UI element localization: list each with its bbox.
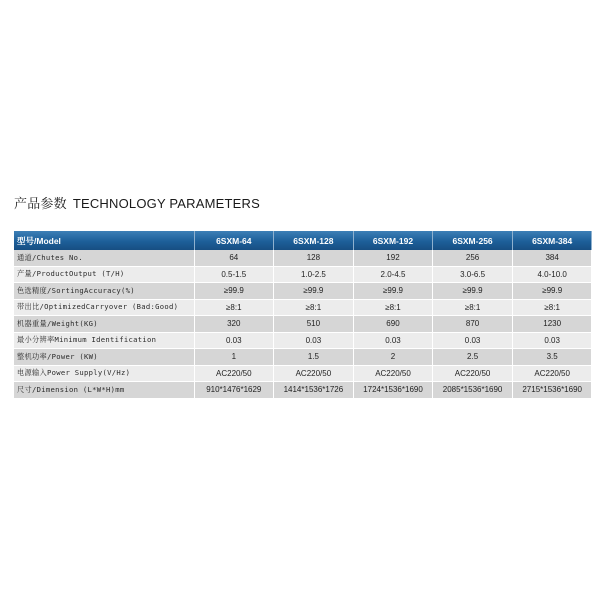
row-label: 带出比/OptimizedCarryover (Bad:Good) [14,299,194,316]
table-cell: 0.5-1.5 [194,266,274,283]
table-cell: 2085*1536*1690 [433,382,513,399]
table-cell: 1.0-2.5 [274,266,354,283]
table-row [14,283,592,300]
table-cell: AC220/50 [274,365,354,382]
table-cell: ≥8:1 [194,299,274,316]
row-label: 通道/Chutes No. [14,250,194,266]
table-cell: 2.0-4.5 [353,266,433,283]
table-cell: ≥99.9 [353,283,433,300]
parameters-table [14,231,592,399]
table-cell: ≥8:1 [353,299,433,316]
table-cell: ≥99.9 [194,283,274,300]
table-cell: 1 [194,349,274,366]
table-cell: ≥8:1 [512,299,592,316]
row-label: 整机功率/Power (KW) [14,349,194,366]
table-cell: 1.5 [274,349,354,366]
table-cell: 0.03 [194,332,274,349]
table-cell: AC220/50 [194,365,274,382]
table-cell: 3.0-6.5 [433,266,513,283]
table-cell: 2715*1536*1690 [512,382,592,399]
table-cell: 870 [433,316,513,333]
table-cell: 320 [194,316,274,333]
title-zh: 产品参数 [14,196,67,211]
table-cell: 4.0-10.0 [512,266,592,283]
table-cell: ≥99.9 [512,283,592,300]
header-model: 6SXM-256 [433,231,513,250]
table-cell: 1724*1536*1690 [353,382,433,399]
header-model: 6SXM-192 [353,231,433,250]
table-cell: ≥99.9 [433,283,513,300]
table-cell: 3.5 [512,349,592,366]
header-model: 6SXM-64 [194,231,274,250]
table-row [14,316,592,333]
table-cell: 2 [353,349,433,366]
table-cell: 910*1476*1629 [194,382,274,399]
table-row [14,349,592,366]
row-label: 电源输入Power Supply(V/Hz) [14,365,194,382]
table-cell: 0.03 [433,332,513,349]
table-row [14,382,592,399]
table-cell: AC220/50 [433,365,513,382]
table-cell: 510 [274,316,354,333]
title-en: TECHNOLOGY PARAMETERS [72,196,261,211]
table-row [14,332,592,349]
table-cell: 0.03 [353,332,433,349]
table-cell: 0.03 [274,332,354,349]
table-row [14,250,592,266]
table-cell: 1230 [512,316,592,333]
row-label: 最小分辨率Minimum Identification [14,332,194,349]
header-label: 型号/Model [14,231,194,250]
table-cell: 192 [353,250,433,266]
table-cell: ≥8:1 [274,299,354,316]
table-cell: 256 [433,250,513,266]
table-cell: ≥8:1 [433,299,513,316]
header-model: 6SXM-128 [274,231,354,250]
table-cell: 384 [512,250,592,266]
table-cell: 128 [274,250,354,266]
table-cell: AC220/50 [512,365,592,382]
table-cell: ≥99.9 [274,283,354,300]
table-cell: 1414*1536*1726 [274,382,354,399]
row-label: 产量/ProductOutput (T/H) [14,266,194,283]
table-cell: 2.5 [433,349,513,366]
table-cell: 64 [194,250,274,266]
table-header-row [14,231,592,250]
page-title [14,193,260,212]
table-row [14,266,592,283]
row-label: 机器重量/Weight(KG) [14,316,194,333]
row-label: 色选精度/SortingAccuracy(%) [14,283,194,300]
row-label: 尺寸/Dimension (L*W*H)mm [14,382,194,399]
table-row [14,299,592,316]
table-cell: AC220/50 [353,365,433,382]
table-row [14,365,592,382]
table-cell: 0.03 [512,332,592,349]
header-model: 6SXM-384 [512,231,592,250]
table-cell: 690 [353,316,433,333]
